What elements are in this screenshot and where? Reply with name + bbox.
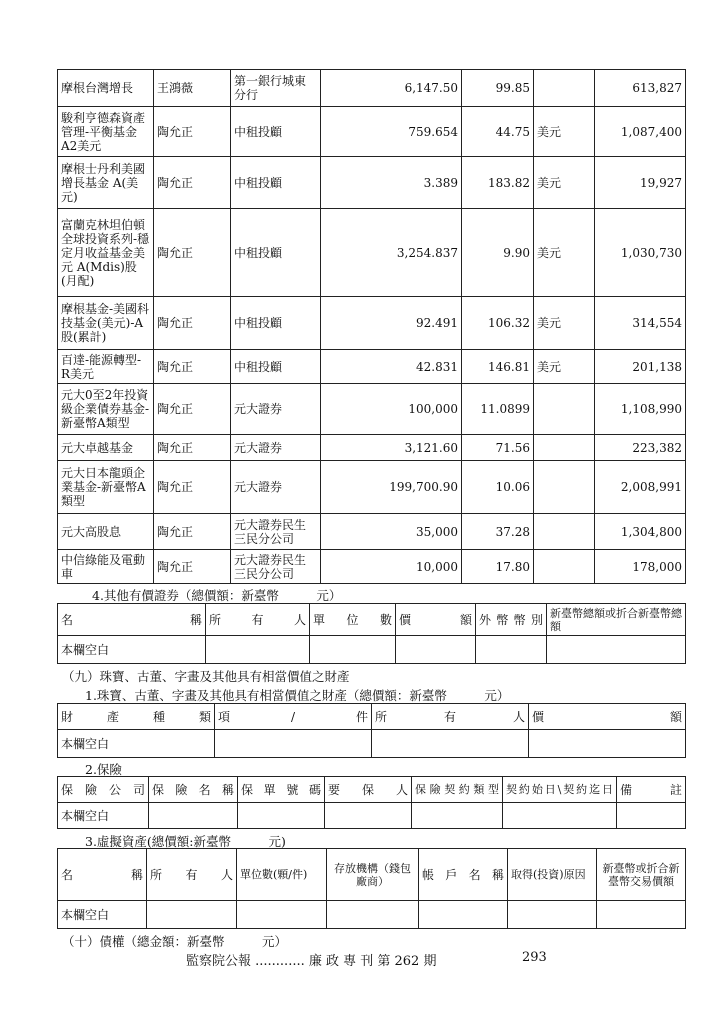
fund-units: 100,000 bbox=[321, 384, 462, 435]
fund-units: 759.654 bbox=[321, 107, 462, 157]
fund-value: 178,000 bbox=[595, 550, 686, 584]
table-row bbox=[58, 901, 686, 929]
fund-units: 92.491 bbox=[321, 297, 462, 350]
fund-table-body bbox=[58, 70, 686, 584]
fund-price: 99.85 bbox=[462, 70, 534, 107]
header-cell: 要保人 bbox=[325, 777, 412, 803]
fund-currency: 美元 bbox=[534, 209, 595, 297]
fund-owner: 王鴻薇 bbox=[154, 70, 231, 107]
header-cell: 存放機構（錢包廠商） bbox=[327, 849, 419, 901]
fund-table bbox=[57, 69, 686, 584]
header-cell: 新臺幣總額或折合新臺幣總額 bbox=[547, 604, 686, 636]
header-cell: 保險名稱 bbox=[149, 777, 238, 803]
fund-value: 314,554 bbox=[595, 297, 686, 350]
fund-owner: 陶允正 bbox=[154, 461, 231, 514]
header-cell: 新臺幣或折合新臺幣交易價額 bbox=[597, 849, 686, 901]
page-number: 293 bbox=[522, 950, 547, 965]
fund-agent: 中租投顧 bbox=[231, 350, 321, 384]
subsection-heading-valuables: 1.珠寶、古董、字畫及其他具有相當價值之財產（總價額：新臺幣 元） bbox=[85, 688, 510, 703]
fund-agent: 元大證券 bbox=[231, 384, 321, 435]
fund-value: 613,827 bbox=[595, 70, 686, 107]
table-header-row bbox=[58, 849, 686, 901]
fund-currency: 美元 bbox=[534, 157, 595, 209]
header-cell: 保險契約類型 bbox=[412, 777, 503, 803]
fund-agent: 中租投顧 bbox=[231, 209, 321, 297]
fund-currency bbox=[534, 435, 595, 461]
fund-units: 42.831 bbox=[321, 350, 462, 384]
fund-name: 元大高股息 bbox=[58, 514, 154, 550]
section-heading-claims: （十）債權（總金額：新臺幣 元） bbox=[62, 934, 288, 949]
fund-price: 183.82 bbox=[462, 157, 534, 209]
other-securities-table bbox=[57, 603, 686, 664]
fund-value: 1,087,400 bbox=[595, 107, 686, 157]
fund-currency: 美元 bbox=[534, 107, 595, 157]
fund-agent: 元大證券 bbox=[231, 435, 321, 461]
header-cell: 外幣幣別 bbox=[476, 604, 547, 636]
valuables-table bbox=[57, 703, 686, 758]
table-row bbox=[58, 157, 686, 209]
fund-value: 1,030,730 bbox=[595, 209, 686, 297]
fund-price: 17.80 bbox=[462, 550, 534, 584]
fund-owner: 陶允正 bbox=[154, 550, 231, 584]
table-row bbox=[58, 636, 686, 664]
fund-owner: 陶允正 bbox=[154, 107, 231, 157]
fund-name: 富蘭克林坦伯頓全球投資系列-穩定月收益基金美元 A(Mdis)股(月配) bbox=[58, 209, 154, 297]
table-row bbox=[58, 384, 686, 435]
fund-price: 10.06 bbox=[462, 461, 534, 514]
header-cell: 價額 bbox=[529, 704, 686, 730]
fund-owner: 陶允正 bbox=[154, 297, 231, 350]
section-heading-insurance: 2.保險 bbox=[85, 762, 122, 777]
header-cell: 價額 bbox=[396, 604, 476, 636]
fund-price: 146.81 bbox=[462, 350, 534, 384]
fund-name: 元大0至2年投資級企業債券基金-新臺幣A類型 bbox=[58, 384, 154, 435]
fund-agent: 中租投顧 bbox=[231, 157, 321, 209]
fund-currency: 美元 bbox=[534, 350, 595, 384]
fund-value: 1,108,990 bbox=[595, 384, 686, 435]
header-cell: 所有人 bbox=[372, 704, 529, 730]
fund-price: 44.75 bbox=[462, 107, 534, 157]
fund-units: 6,147.50 bbox=[321, 70, 462, 107]
table-row bbox=[58, 803, 686, 829]
fund-agent: 第一銀行城東分行 bbox=[231, 70, 321, 107]
fund-currency bbox=[534, 384, 595, 435]
fund-owner: 陶允正 bbox=[154, 514, 231, 550]
table-row bbox=[58, 461, 686, 514]
header-cell: 所有人 bbox=[147, 849, 237, 901]
fund-name: 摩根基金-美國科技基金(美元)-A股(累計) bbox=[58, 297, 154, 350]
table-row bbox=[58, 209, 686, 297]
fund-currency bbox=[534, 550, 595, 584]
fund-currency bbox=[534, 461, 595, 514]
table-header-row bbox=[58, 704, 686, 730]
fund-value: 19,927 bbox=[595, 157, 686, 209]
fund-currency: 美元 bbox=[534, 297, 595, 350]
fund-name: 百達-能源轉型-R美元 bbox=[58, 350, 154, 384]
table-row bbox=[58, 70, 686, 107]
section-heading-valuables: （九）珠寶、古董、字畫及其他具有相當價值之財產 bbox=[62, 669, 350, 684]
fund-units: 3,254.837 bbox=[321, 209, 462, 297]
fund-price: 71.56 bbox=[462, 435, 534, 461]
table-header-row bbox=[58, 777, 686, 803]
table-row bbox=[58, 730, 686, 758]
table-row bbox=[58, 297, 686, 350]
header-cell: 取得(投資)原因 bbox=[508, 849, 597, 901]
fund-units: 3,121.60 bbox=[321, 435, 462, 461]
table-row bbox=[58, 107, 686, 157]
fund-units: 3.389 bbox=[321, 157, 462, 209]
table-header-row bbox=[58, 604, 686, 636]
fund-currency bbox=[534, 70, 595, 107]
section-heading-other-securities: 4.其他有價證券（總價額：新臺幣 元） bbox=[92, 588, 342, 603]
fund-units: 10,000 bbox=[321, 550, 462, 584]
table-row bbox=[58, 435, 686, 461]
table-row bbox=[58, 550, 686, 584]
header-cell: 財產種類 bbox=[58, 704, 215, 730]
fund-units: 35,000 bbox=[321, 514, 462, 550]
header-cell: 保單號碼 bbox=[238, 777, 325, 803]
header-cell: 單位數(顆/件) bbox=[237, 849, 327, 901]
fund-value: 1,304,800 bbox=[595, 514, 686, 550]
insurance-table bbox=[57, 776, 686, 829]
fund-value: 223,382 bbox=[595, 435, 686, 461]
fund-units: 199,700.90 bbox=[321, 461, 462, 514]
fund-value: 2,008,991 bbox=[595, 461, 686, 514]
header-cell: 項/件 bbox=[215, 704, 372, 730]
empty-note: 本欄空白 bbox=[58, 901, 147, 929]
table-row bbox=[58, 350, 686, 384]
fund-agent: 元大證券 bbox=[231, 461, 321, 514]
fund-owner: 陶允正 bbox=[154, 435, 231, 461]
fund-owner: 陶允正 bbox=[154, 350, 231, 384]
fund-agent: 中租投顧 bbox=[231, 297, 321, 350]
header-cell: 名稱 bbox=[58, 604, 206, 636]
fund-value: 201,138 bbox=[595, 350, 686, 384]
fund-price: 106.32 bbox=[462, 297, 534, 350]
fund-owner: 陶允正 bbox=[154, 209, 231, 297]
header-cell: 單位數 bbox=[310, 604, 396, 636]
section-heading-virtual-assets: 3.虛擬資產(總價額:新臺幣 元) bbox=[85, 834, 286, 849]
header-cell: 保險公司 bbox=[58, 777, 149, 803]
fund-agent: 元大證券民生三民分公司 bbox=[231, 550, 321, 584]
fund-name: 駿利亨德森資產管理-平衡基金A2美元 bbox=[58, 107, 154, 157]
fund-owner: 陶允正 bbox=[154, 384, 231, 435]
fund-price: 11.0899 bbox=[462, 384, 534, 435]
header-cell: 備註 bbox=[617, 777, 686, 803]
header-cell: 名稱 bbox=[58, 849, 147, 901]
fund-price: 37.28 bbox=[462, 514, 534, 550]
fund-price: 9.90 bbox=[462, 209, 534, 297]
fund-name: 元大日本龍頭企業基金-新臺幣A類型 bbox=[58, 461, 154, 514]
header-cell: 帳戶名稱 bbox=[419, 849, 508, 901]
empty-note: 本欄空白 bbox=[58, 636, 206, 664]
virtual-assets-table bbox=[57, 848, 686, 929]
publication-title: 監察院公報 ............ 廉 政 專 刊 第 262 期 bbox=[186, 954, 437, 969]
fund-name: 摩根台灣增長 bbox=[58, 70, 154, 107]
fund-name: 摩根士丹利美國增長基金 A(美元) bbox=[58, 157, 154, 209]
header-cell: 所有人 bbox=[206, 604, 310, 636]
empty-note: 本欄空白 bbox=[58, 803, 149, 829]
fund-agent: 元大證券民生三民分公司 bbox=[231, 514, 321, 550]
empty-note: 本欄空白 bbox=[58, 730, 215, 758]
fund-agent: 中租投顧 bbox=[231, 107, 321, 157]
fund-name: 中信綠能及電動車 bbox=[58, 550, 154, 584]
fund-owner: 陶允正 bbox=[154, 157, 231, 209]
header-cell: 契約始日\契約迄日 bbox=[503, 777, 617, 803]
table-row bbox=[58, 514, 686, 550]
fund-currency bbox=[534, 514, 595, 550]
fund-name: 元大卓越基金 bbox=[58, 435, 154, 461]
